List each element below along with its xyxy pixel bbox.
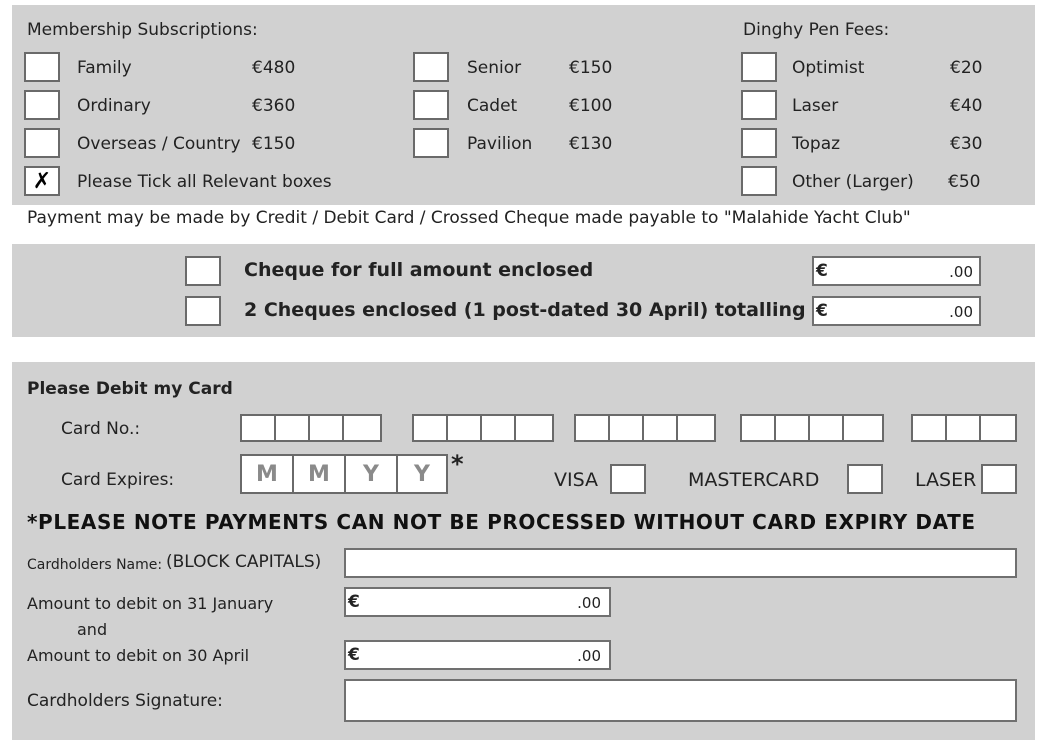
tick-example-checkbox xyxy=(24,166,60,196)
visa-label: VISA xyxy=(554,469,599,491)
tick-note: Please Tick all Relevant boxes xyxy=(77,172,332,192)
cents-suffix: .00 xyxy=(949,303,973,321)
cadet-checkbox[interactable] xyxy=(413,90,449,120)
family-checkbox[interactable] xyxy=(24,52,60,82)
laser-pen-label: Laser xyxy=(792,96,839,116)
other-larger-checkbox[interactable] xyxy=(741,166,777,196)
two-cheques-checkbox[interactable] xyxy=(185,296,221,326)
other-larger-label: Other (Larger) xyxy=(792,172,914,192)
cents-suffix: .00 xyxy=(577,647,601,665)
senior-price: €150 xyxy=(569,58,613,78)
two-cheques-amount-field[interactable] xyxy=(812,296,981,326)
topaz-label: Topaz xyxy=(792,134,841,154)
topaz-checkbox[interactable] xyxy=(741,128,777,158)
euro-symbol: € xyxy=(348,592,360,612)
overseas-checkbox[interactable] xyxy=(24,128,60,158)
cheque-full-amount-field[interactable] xyxy=(812,256,981,286)
amount-april-field[interactable] xyxy=(344,640,611,670)
expiry-notice: *PLEASE NOTE PAYMENTS CAN NOT BE PROCESSED WITHOUT CARD EXPIRY DATE xyxy=(27,510,976,534)
two-cheques-label: 2 Cheques enclosed (1 post-dated 30 April) totalling xyxy=(244,299,806,321)
ordinary-label: Ordinary xyxy=(77,96,151,116)
cardholder-name-label: Cardholders Name: xyxy=(27,557,163,573)
expiry-asterisk: * xyxy=(451,450,464,478)
euro-symbol: € xyxy=(816,301,828,321)
mastercard-label: MASTERCARD xyxy=(688,469,820,491)
card-number-group-1[interactable] xyxy=(240,414,382,442)
expiry-year-2[interactable]: Y xyxy=(396,454,448,494)
payment-note: Payment may be made by Credit / Debit Card / Crossed Cheque made payable to "Malahide Yacht Club" xyxy=(27,208,911,228)
optimist-checkbox[interactable] xyxy=(741,52,777,82)
card-number-group-5[interactable] xyxy=(911,414,1017,442)
and-label: and xyxy=(77,620,108,639)
pavilion-price: €130 xyxy=(569,134,613,154)
mastercard-checkbox[interactable] xyxy=(847,464,883,494)
optimist-label: Optimist xyxy=(792,58,865,78)
card-number-group-2[interactable] xyxy=(412,414,554,442)
expiry-month-2[interactable]: M xyxy=(292,454,346,494)
cross-mark-icon: ✗ xyxy=(32,168,52,194)
laser-pen-price: €40 xyxy=(950,96,983,116)
cardholder-name-field[interactable] xyxy=(344,548,1017,578)
visa-checkbox[interactable] xyxy=(610,464,646,494)
card-number-group-3[interactable] xyxy=(574,414,716,442)
ordinary-checkbox[interactable] xyxy=(24,90,60,120)
expiry-year-1[interactable]: Y xyxy=(344,454,398,494)
euro-symbol: € xyxy=(348,645,360,665)
cheque-full-label: Cheque for full amount enclosed xyxy=(244,259,594,281)
expiry-month-1[interactable]: M xyxy=(240,454,294,494)
signature-field[interactable] xyxy=(344,679,1017,722)
overseas-price: €150 xyxy=(252,134,296,154)
family-price: €480 xyxy=(252,58,296,78)
cheque-full-checkbox[interactable] xyxy=(185,256,221,286)
senior-checkbox[interactable] xyxy=(413,52,449,82)
overseas-label: Overseas / Country xyxy=(77,134,241,154)
signature-label: Cardholders Signature: xyxy=(27,691,223,711)
laser-pen-checkbox[interactable] xyxy=(741,90,777,120)
laser-card-checkbox[interactable] xyxy=(981,464,1017,494)
card-number-group-4[interactable] xyxy=(740,414,884,442)
euro-symbol: € xyxy=(816,261,828,281)
card-expires-label: Card Expires: xyxy=(61,470,175,490)
cents-suffix: .00 xyxy=(577,594,601,612)
pavilion-label: Pavilion xyxy=(467,134,533,154)
membership-title: Membership Subscriptions: xyxy=(27,20,258,40)
laser-card-label: LASER xyxy=(915,469,977,491)
card-no-label: Card No.: xyxy=(61,419,141,439)
family-label: Family xyxy=(77,58,132,78)
ordinary-price: €360 xyxy=(252,96,296,116)
cents-suffix: .00 xyxy=(949,263,973,281)
topaz-price: €30 xyxy=(950,134,983,154)
dinghy-title: Dinghy Pen Fees: xyxy=(743,20,890,40)
pavilion-checkbox[interactable] xyxy=(413,128,449,158)
card-heading: Please Debit my Card xyxy=(27,379,233,399)
block-capitals-hint: (BLOCK CAPITALS) xyxy=(166,552,322,572)
senior-label: Senior xyxy=(467,58,522,78)
other-larger-price: €50 xyxy=(948,172,981,192)
cadet-label: Cadet xyxy=(467,96,518,116)
optimist-price: €20 xyxy=(950,58,983,78)
amount-january-label: Amount to debit on 31 January xyxy=(27,594,274,613)
amount-april-label: Amount to debit on 30 April xyxy=(27,646,250,665)
amount-january-field[interactable] xyxy=(344,587,611,617)
cadet-price: €100 xyxy=(569,96,613,116)
